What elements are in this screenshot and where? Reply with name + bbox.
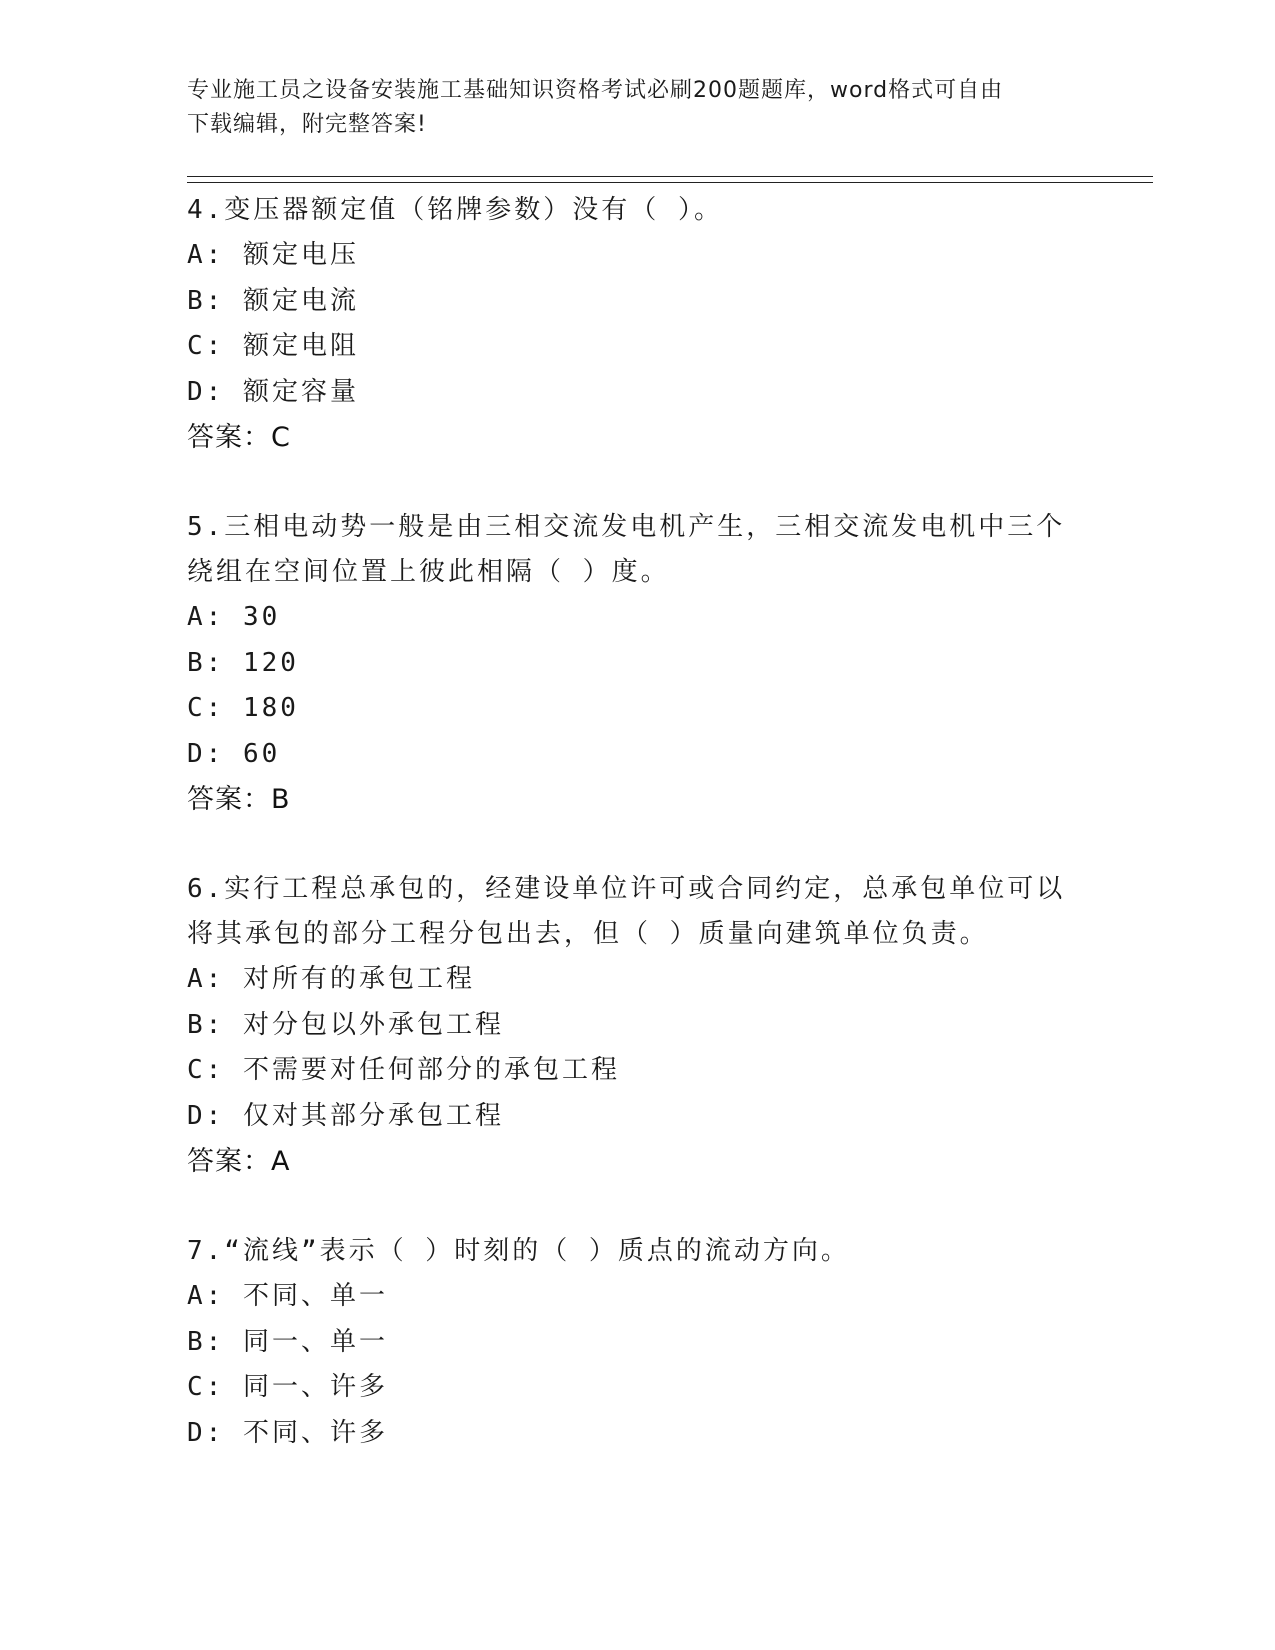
option-a: A: 不同、单一 (187, 1281, 388, 1311)
question-stem: 6.实行工程总承包的，经建设单位许可或合同约定，总承包单位可以 (187, 874, 1066, 904)
option-d: D: 不同、许多 (187, 1417, 388, 1448)
question-list (187, 188, 1087, 1456)
header-divider-bottom (187, 182, 1153, 183)
question-spacer (187, 460, 1087, 505)
question-stem-continued: 绕组在空间位置上彼此相隔（ ）度。 (187, 557, 670, 587)
question-5 (187, 505, 1087, 867)
option-a: A: 30 (187, 602, 281, 632)
question-stem-continued: 将其承包的部分工程分包出去，但（ ）质量向建筑单位负责。 (187, 919, 989, 949)
answer-line: 答案：C (187, 422, 291, 453)
document-header (187, 74, 1087, 142)
option-a: A: 额定电压 (187, 240, 359, 270)
question-stem: 7.“流线”表示（ ）时刻的（ ）质点的流动方向。 (187, 1236, 850, 1266)
header-line-2: 下载编辑，附完整答案! (187, 112, 427, 137)
question-stem: 5.三相电动势一般是由三相交流发电机产生，三相交流发电机中三个 (187, 512, 1066, 542)
option-b: B: 同一、单一 (187, 1326, 388, 1357)
question-7 (187, 1229, 1087, 1456)
option-c: C: 额定电阻 (187, 331, 359, 361)
option-d: D: 仅对其部分承包工程 (187, 1100, 504, 1131)
question-6 (187, 867, 1087, 1229)
header-divider-top (187, 176, 1153, 177)
header-line-1: 专业施工员之设备安装施工基础知识资格考试必刷200题题库，word格式可自由 (187, 78, 1004, 103)
question-spacer (187, 822, 1087, 867)
question-spacer (187, 1184, 1087, 1229)
answer-line: 答案：B (187, 784, 291, 815)
option-a: A: 对所有的承包工程 (187, 964, 475, 994)
option-c: C: 不需要对任何部分的承包工程 (187, 1055, 620, 1085)
option-b: B: 对分包以外承包工程 (187, 1009, 504, 1040)
option-d: D: 额定容量 (187, 376, 359, 407)
option-c: C: 同一、许多 (187, 1372, 388, 1402)
option-c: C: 180 (187, 693, 299, 723)
question-stem: 4.变压器额定值（铭牌参数）没有（ ）。 (187, 195, 723, 225)
option-b: B: 额定电流 (187, 285, 359, 316)
answer-line: 答案：A (187, 1146, 291, 1177)
question-4 (187, 188, 1087, 505)
option-d: D: 60 (187, 738, 281, 769)
option-b: B: 120 (187, 647, 299, 678)
